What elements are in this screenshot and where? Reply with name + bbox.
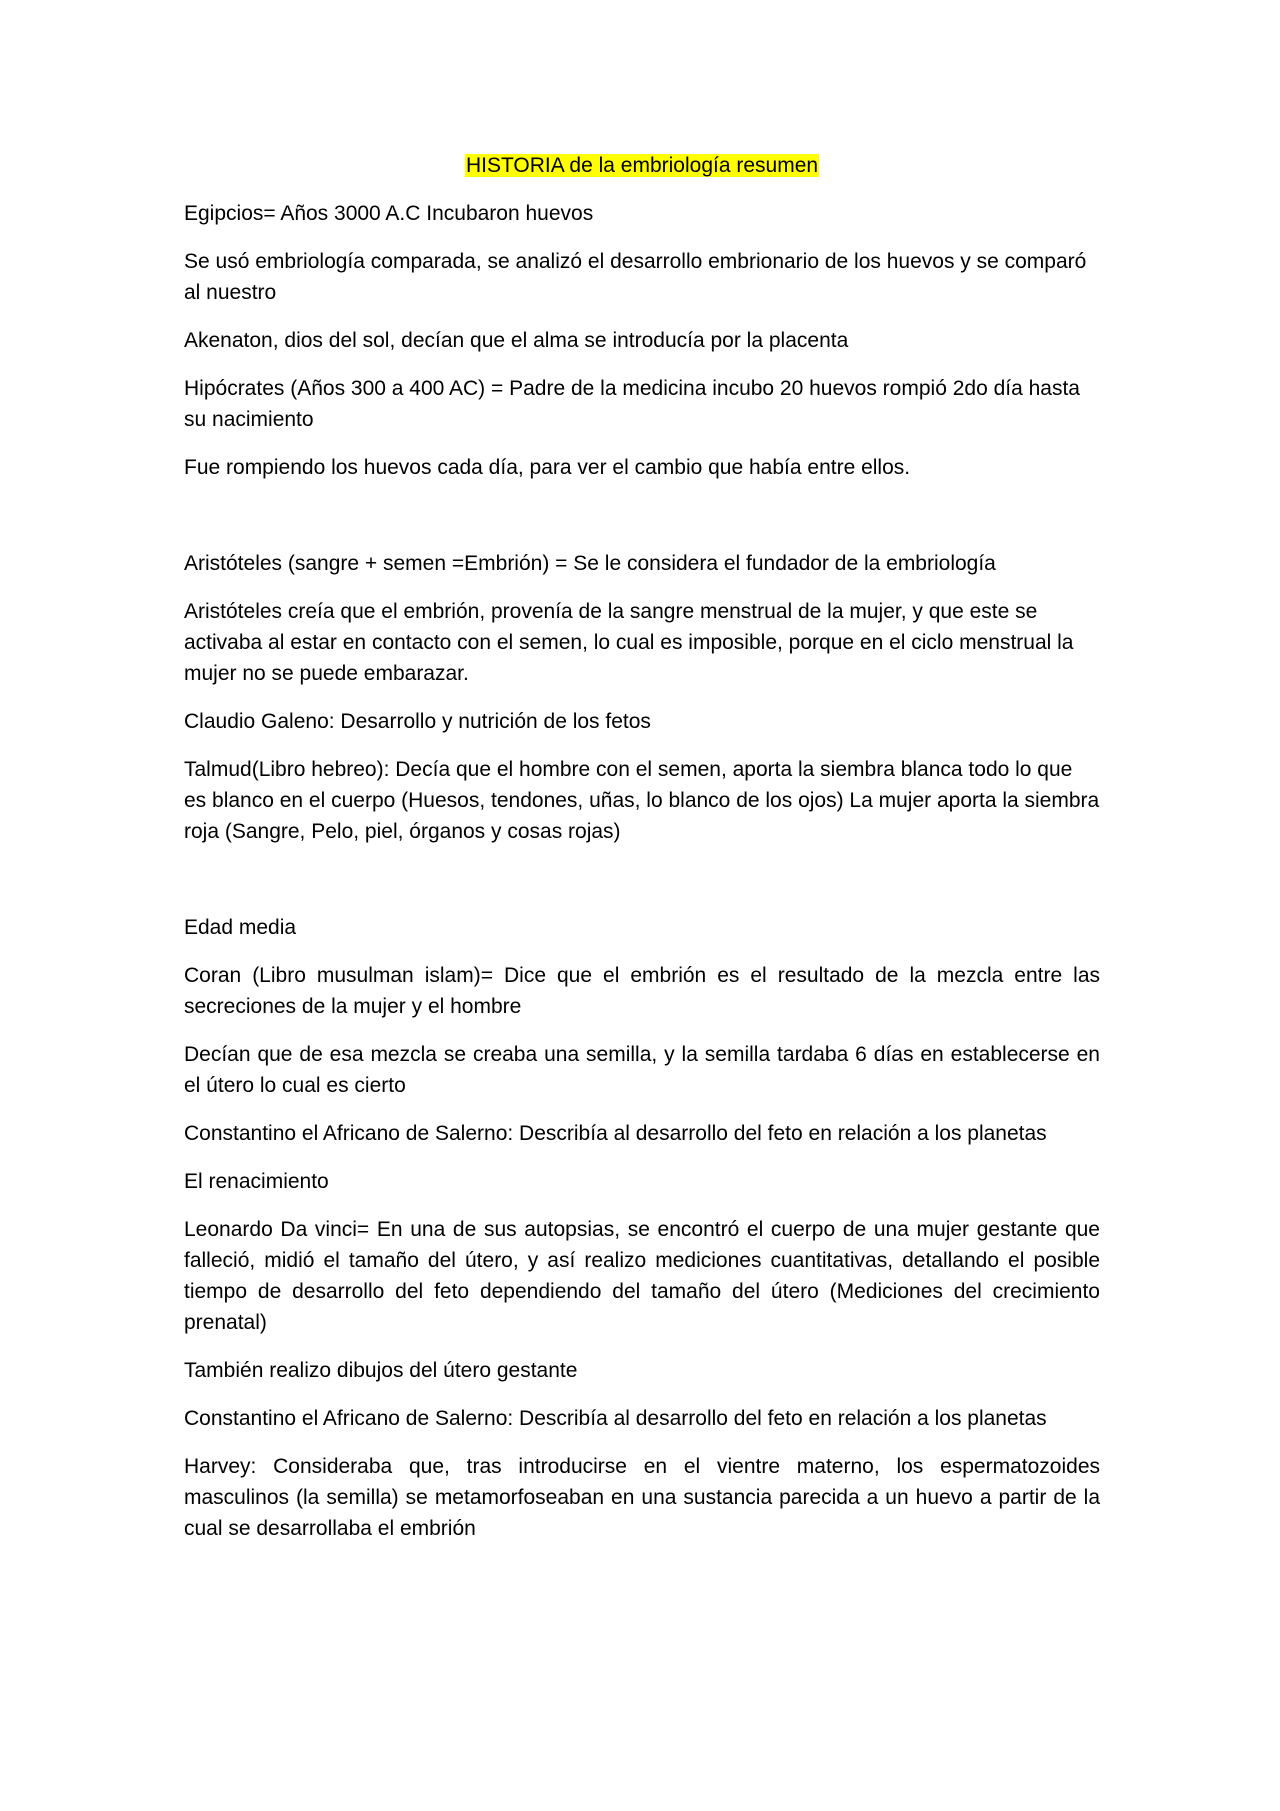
- paragraph-egipcios: Egipcios= Años 3000 A.C Incubaron huevos: [184, 202, 594, 225]
- heading-renacimiento: El renacimiento: [184, 1170, 329, 1193]
- paragraph-dibujos-utero: También realizo dibujos del útero gestante: [184, 1359, 578, 1382]
- paragraph-hipocrates: Hipócrates (Años 300 a 400 AC) = Padre de la medicina incubo 20 huevos rompió 2do día hasta su nacimiento: [184, 377, 1080, 431]
- paragraph-aristoteles: Aristóteles (sangre + semen =Embrión) = Se le considera el fundador de la embriología: [184, 552, 996, 575]
- paragraph-coran: Coran (Libro musulman islam)= Dice que el embrión es el resultado de la mezcla entre las secreciones de la mujer y el hombre: [184, 964, 1100, 1018]
- paragraph-embriologia-comparada: Se usó embriología comparada, se analizó el desarrollo embrionario de los huevos y se comparó al nuestro: [184, 250, 1087, 304]
- blank-line: [184, 864, 1100, 912]
- paragraph-constantino-repeat: Constantino el Africano de Salerno: Describía al desarrollo del feto en relación a los planetas: [184, 1407, 1047, 1430]
- paragraph-talmud: Talmud(Libro hebreo): Decía que el hombre con el semen, aporta la siembra blanca todo lo que es blanco en el cuerpo (Huesos, tendones, uñas, lo blanco de los ojos) La mujer aporta la siembra roja (Sangre, Pelo, piel, órganos y cosas rojas): [184, 758, 1100, 843]
- paragraph-harvey: Harvey: Consideraba que, tras introducirse en el vientre materno, los espermatozoides masculinos (la semilla) se metamorfoseaban en una sustancia parecida a un huevo a partir de la cual se desarrollaba el embrión: [184, 1455, 1100, 1540]
- heading-edad-media: Edad media: [184, 916, 297, 939]
- paragraph-aristoteles-creia: Aristóteles creía que el embrión, provenía de la sangre menstrual de la mujer, y que este se activaba al estar en contacto con el semen, lo cual es imposible, porque en el ciclo menstrual la mujer no se puede embarazar.: [184, 600, 1074, 685]
- paragraph-semilla: Decían que de esa mezcla se creaba una semilla, y la semilla tardaba 6 días en establecerse en el útero lo cual es cierto: [184, 1043, 1100, 1097]
- paragraph-akenaton: Akenaton, dios del sol, decían que el alma se introducía por la placenta: [184, 329, 849, 352]
- paragraph-constantino: Constantino el Africano de Salerno: Describía al desarrollo del feto en relación a los planetas: [184, 1122, 1047, 1145]
- paragraph-leonardo-da-vinci: Leonardo Da vinci= En una de sus autopsias, se encontró el cuerpo de una mujer gestante que falleció, midió el tamaño del útero, y así realizo mediciones cuantitativas, detallando el posible tiempo de desarrollo del feto dependiendo del tamaño del útero (Mediciones del crecimiento prenatal): [184, 1218, 1100, 1334]
- paragraph-rompiendo-huevos: Fue rompiendo los huevos cada día, para ver el cambio que había entre ellos.: [184, 456, 911, 479]
- title-line: [184, 150, 1100, 181]
- document-title: HISTORIA de la embriología resumen: [465, 154, 819, 177]
- blank-line: [184, 500, 1100, 548]
- document-body: [184, 150, 1100, 1561]
- paragraph-claudio-galeno: Claudio Galeno: Desarrollo y nutrición de los fetos: [184, 710, 651, 733]
